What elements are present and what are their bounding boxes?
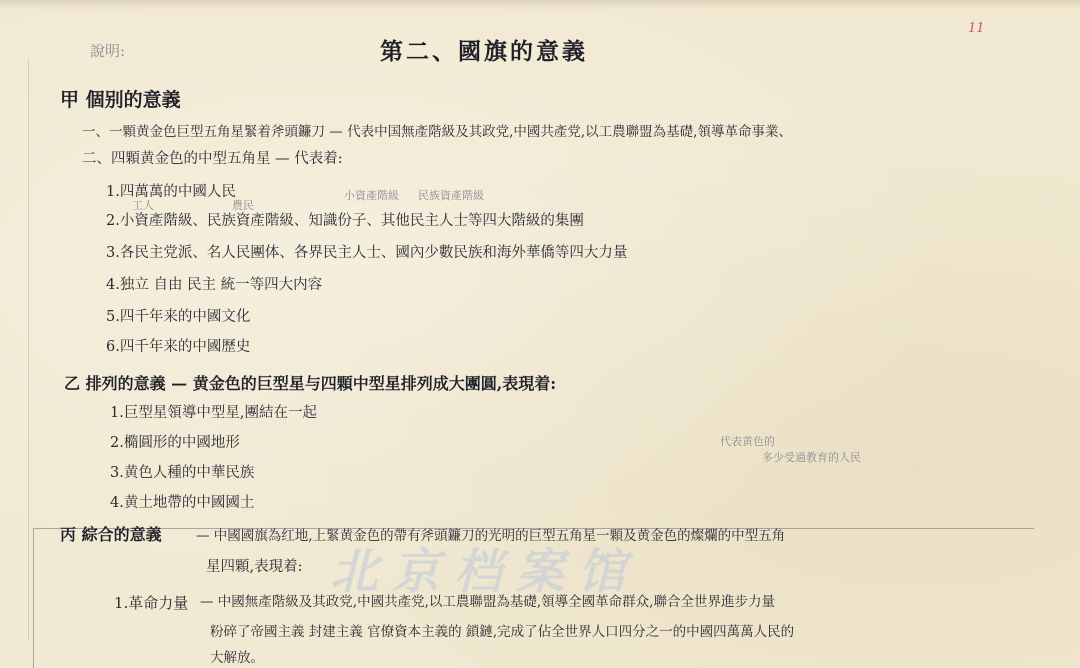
pencil-note: 工人 <box>132 199 154 212</box>
section-jia-line-2: 二、四顆黄金色的中型五角星 — 代表着: <box>82 151 343 167</box>
section-jia-item: 2.小資產階級、民族資產階級、知識份子、其他民主人士等四大階級的集團 <box>106 213 584 229</box>
archive-watermark: 北京档案馆 <box>330 544 641 600</box>
corner-note: 說明: <box>90 42 126 60</box>
section-yi-item: 1.巨型星領導中型星,團結在一起 <box>110 405 317 421</box>
section-jia-item: 5.四千年来的中國文化 <box>106 309 251 325</box>
pencil-note: 農民 <box>232 199 254 212</box>
section-yi-item: 3.黄色人種的中華民族 <box>110 465 255 481</box>
section-bing-item-line-1: — 中國無產階級及其政党,中國共產党,以工農聯盟為基礎,領導全國革命群众,聯合全世界進步力量 <box>200 594 775 610</box>
section-bing-item-line-3: 大解放。 <box>210 650 264 666</box>
section-jia-item: 1.四萬萬的中國人民 <box>106 184 236 200</box>
pencil-note: 民族資產階級 <box>418 189 484 202</box>
paper-edge <box>0 0 1080 10</box>
section-yi-heading: 乙 排列的意義 — 黄金色的巨型星与四顆中型星排列成大團圓,表現着: <box>64 374 557 393</box>
section-yi-item: 2.橢圓形的中國地形 <box>110 435 240 451</box>
page-title: 第二、國旗的意義 <box>380 38 588 65</box>
section-yi-item: 4.黄土地帶的中國國土 <box>110 495 255 511</box>
page-number: 11 <box>968 21 985 36</box>
section-jia-line-1: 一、一顆黄金色巨型五角星緊着斧頭鐮刀 — 代表中国無產階級及其政党,中國共產党,以工農聯盟為基礎,領導革命事業、 <box>82 124 792 140</box>
paper-fold-line <box>28 60 29 640</box>
section-jia-item: 3.各民主党派、名人民團体、各界民主人士、國內少數民族和海外華僑等四大力量 <box>106 245 628 261</box>
pencil-note: 小資產階級 <box>344 189 399 202</box>
section-jia-item: 4.独立 自由 民主 統一等四大内容 <box>106 277 323 293</box>
section-bing-item-line-2: 粉碎了帝國主義 封建主義 官僚資本主義的 鎖鏈,完成了佔全世界人口四分之一的中國四萬萬人民的 <box>210 624 795 640</box>
section-bing-item-label: 1.革命力量 <box>114 594 189 612</box>
section-bing-line-2: 星四顆,表現着: <box>206 559 303 575</box>
pencil-note: 代表黄色的 <box>720 435 775 448</box>
section-bing-heading: 丙 綜合的意義 <box>60 525 162 544</box>
section-bing-line-1: — 中國國旗為红地,上緊黄金色的帶有斧頭鐮刀的光明的巨型五角星一顆及黄金色的燦爛的中型五角 <box>196 528 786 544</box>
pencil-note: 多少受過教育的人民 <box>762 451 861 464</box>
section-jia-item: 6.四千年来的中國歷史 <box>106 339 251 355</box>
section-jia-heading: 甲 個别的意義 <box>60 89 181 111</box>
